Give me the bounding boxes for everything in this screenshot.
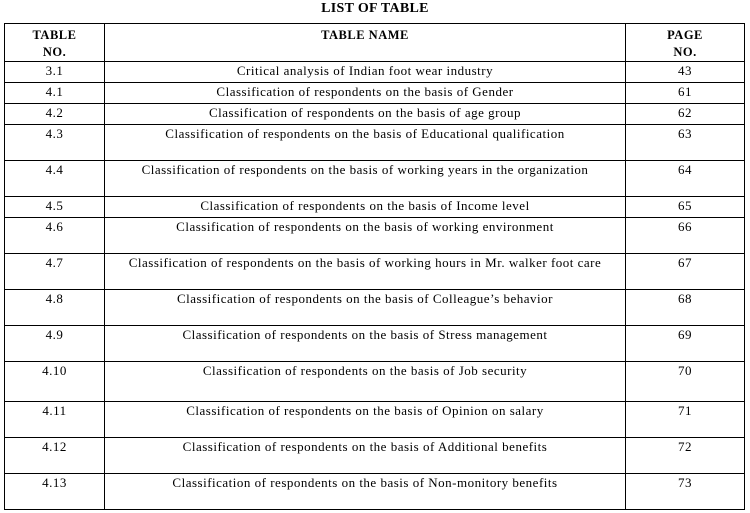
table-row [5,254,745,290]
page-number: 66 [626,218,745,254]
table-name: Classification of respondents on the basis of working hours in Mr. walker foot care [105,254,626,290]
table-row [5,290,745,326]
header-table-name: TABLE NAME [105,24,626,62]
table-name: Classification of respondents on the basis of Opinion on salary [105,402,626,438]
table-name: Classification of respondents on the basis of working environment [105,218,626,254]
page-number: 65 [626,197,745,218]
table-number: 4.6 [5,218,105,254]
table-number: 4.13 [5,474,105,510]
table-row [5,62,745,83]
header-table-no-line2: NO. [42,45,67,59]
header-page-no-line2: NO. [673,45,697,59]
table-row [5,362,745,402]
table-row [5,125,745,161]
table-number: 4.11 [5,402,105,438]
table-name: Classification of respondents on the basis of Educational qualification [105,125,626,161]
table-number: 4.2 [5,104,105,125]
table-name: Classification of respondents on the basis of Colleague’s behavior [105,290,626,326]
table-number: 4.8 [5,290,105,326]
page-number: 61 [626,83,745,104]
table-name: Critical analysis of Indian foot wear industry [105,62,626,83]
table-number: 4.1 [5,83,105,104]
table-row [5,474,745,510]
table-name: Classification of respondents on the basis of Gender [105,83,626,104]
table-row [5,402,745,438]
table-number: 4.9 [5,326,105,362]
table-name: Classification of respondents on the basis of Income level [105,197,626,218]
table-number: 4.12 [5,438,105,474]
page-number: 69 [626,326,745,362]
table-row [5,326,745,362]
table-list [4,23,745,510]
page-number: 68 [626,290,745,326]
page-number: 70 [626,362,745,402]
table-row [5,104,745,125]
table-name: Classification of respondents on the basis of Additional benefits [105,438,626,474]
table-number: 4.10 [5,362,105,402]
table-row [5,197,745,218]
page-number: 73 [626,474,745,510]
table-name: Classification of respondents on the basis of age group [105,104,626,125]
page-number: 64 [626,161,745,197]
table-name: Classification of respondents on the basis of Job security [105,362,626,402]
table-row [5,218,745,254]
table-name: Classification of respondents on the basis of working years in the organization [105,161,626,197]
page-number: 71 [626,402,745,438]
page-number: 67 [626,254,745,290]
page-number: 62 [626,104,745,125]
table-number: 4.7 [5,254,105,290]
page-title: LIST OF TABLE [321,1,429,16]
header-page-no-line1: PAGE [667,28,703,42]
header-table-no [5,24,105,62]
header-table-no-line1: TABLE [32,28,77,42]
table-number: 4.5 [5,197,105,218]
table-number: 4.3 [5,125,105,161]
table-name: Classification of respondents on the basis of Non-monitory benefits [105,474,626,510]
table-row [5,161,745,197]
page-number: 72 [626,438,745,474]
table-number: 3.1 [5,62,105,83]
table-header-row [5,24,745,62]
table-number: 4.4 [5,161,105,197]
header-page-no [626,24,745,62]
page-number: 63 [626,125,745,161]
table-name: Classification of respondents on the basis of Stress management [105,326,626,362]
table-row [5,438,745,474]
page-number: 43 [626,62,745,83]
table-row [5,83,745,104]
